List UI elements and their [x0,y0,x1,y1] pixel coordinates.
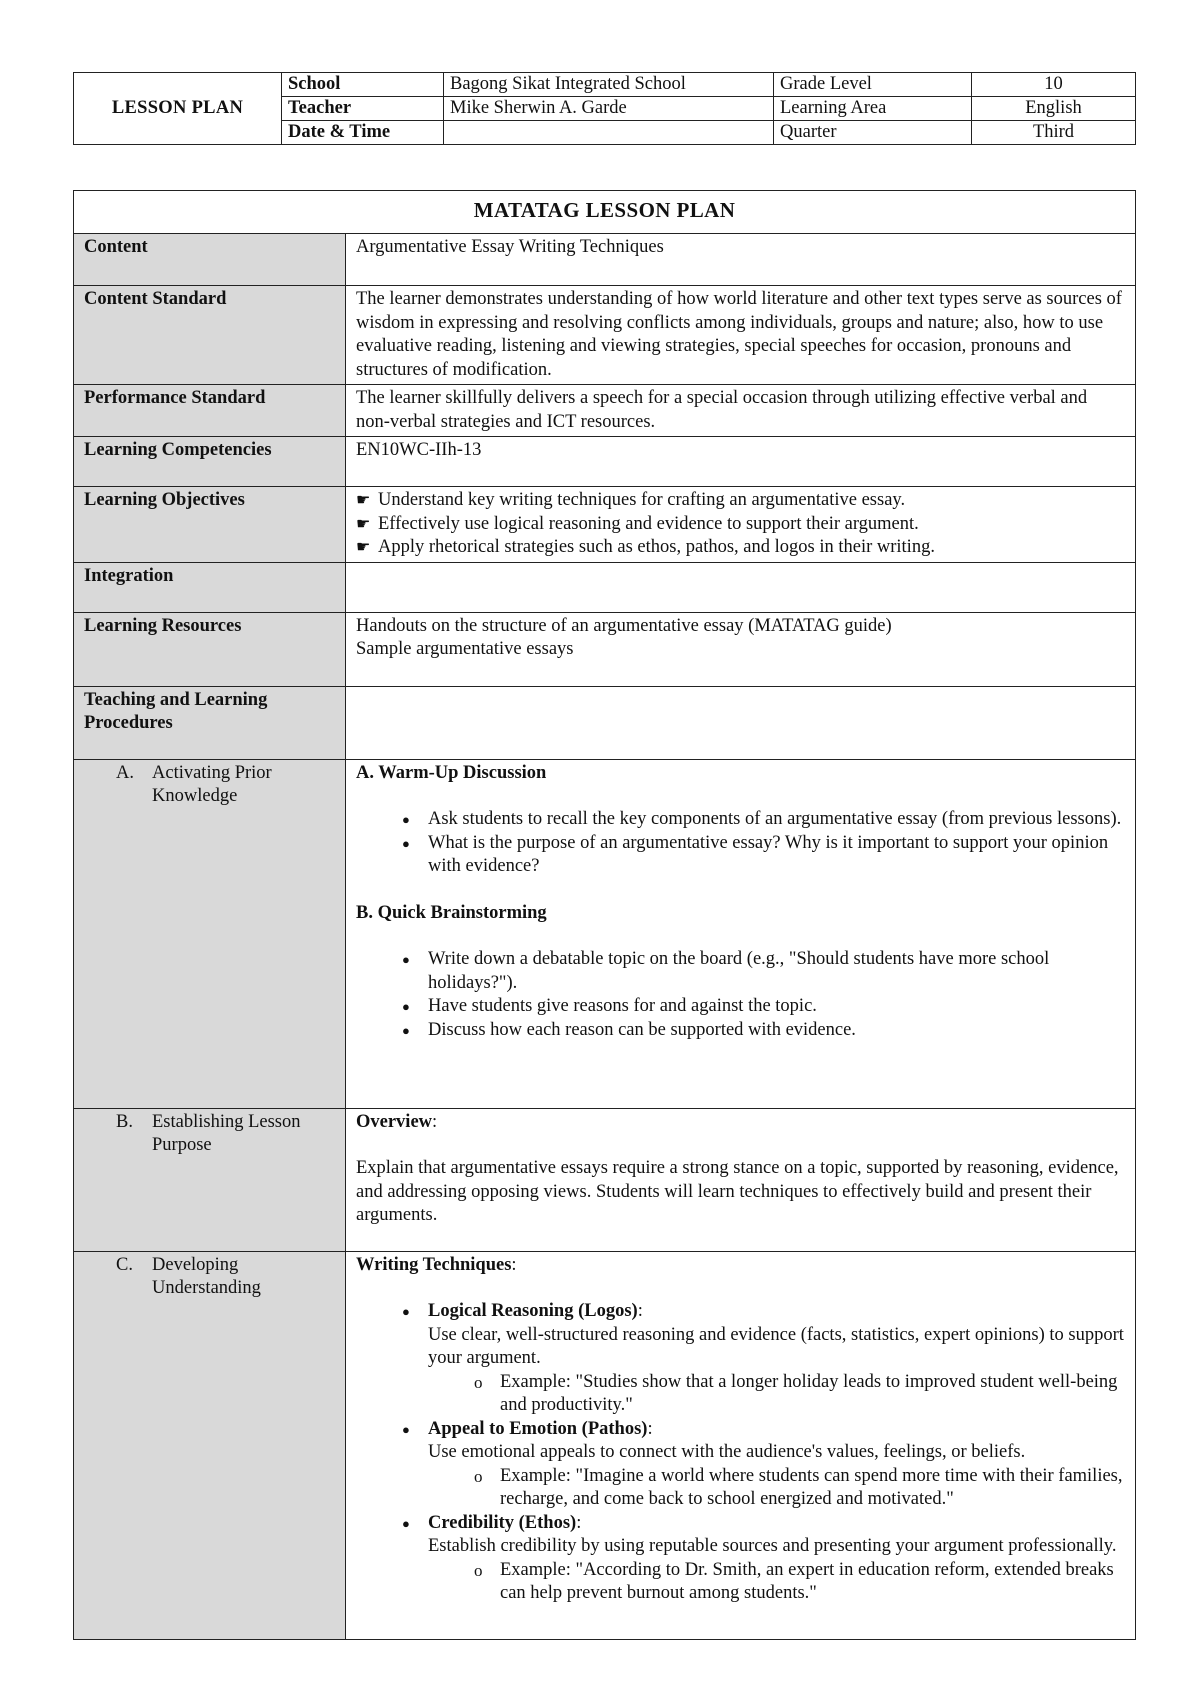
list-item: ● Discuss how each reason can be supported with evidence. [402,1019,1125,1043]
activating-letter: A. [116,762,134,783]
procedures-value [346,686,1136,759]
school-label: School [282,73,444,97]
learning-competencies-value: EN10WC-IIh-13 [346,437,1136,487]
procedures-label: Teaching and Learning Procedures [74,686,346,759]
warm-up-list [356,808,1125,879]
writing-techniques-heading: Writing Techniques: [356,1254,517,1275]
list-item: ● What is the purpose of an argumentative essay? Why is it important to support your opinion with evidence? [402,832,1125,879]
objective-item: ☛ Apply rhetorical strategies such as ethos, pathos, and logos in their writing. [356,536,1125,560]
techniques-list [356,1300,1125,1606]
learning-competencies-row [74,437,1136,487]
learning-resources-row [74,612,1136,686]
learning-objectives-label: Learning Objectives [74,487,346,563]
technique-item: ● Logical Reasoning (Logos): Use clear, well-structured reasoning and evidence (facts, statistics, expert opinions) to support your argument. o Example: "Studies show that a longer holiday leads to improved student well-being and productivity." [402,1300,1125,1418]
developing-understanding-row [74,1251,1136,1639]
overview-heading: Overview: [356,1111,438,1132]
learning-competencies-label: Learning Competencies [74,437,346,487]
content-standard-row [74,286,1136,385]
objective-item: ☛ Effectively use logical reasoning and evidence to support their argument. [356,513,1125,537]
technique-desc: Use emotional appeals to connect with the audience's values, feelings, or beliefs. [428,1442,1026,1462]
performance-standard-value: The learner skillfully delivers a speech for a special occasion through utilizing effective verbal and non-verbal strategies and ICT resources. [346,385,1136,437]
resource-item: Sample argumentative essays [356,639,574,659]
establishing-lesson-purpose-row [74,1108,1136,1251]
activating-text: Activating Prior Knowledge [152,762,272,806]
example-list [428,1559,1125,1606]
content-row [74,234,1136,286]
learning-area-value: English [972,97,1136,121]
grade-level-value: 10 [972,73,1136,97]
date-time-label: Date & Time [282,121,444,145]
resource-item: Handouts on the structure of an argumentative essay (MATATAG guide) [356,615,892,636]
quarter-value: Third [972,121,1136,145]
objective-item: ☛ Understand key writing techniques for crafting an argumentative essay. [356,489,1125,513]
pointing-hand-icon: ☛ [356,539,371,556]
quarter-label: Quarter [774,121,972,145]
technique-desc: Establish credibility by using reputable sources and presenting your argument professionally. [428,1536,1117,1556]
title-row [74,191,1136,234]
technique-name: Logical Reasoning (Logos) [428,1301,638,1321]
procedures-row [74,686,1136,759]
establishing-label [74,1108,346,1251]
developing-letter: C. [116,1254,133,1275]
activating-content [346,759,1136,1108]
list-item: ● Ask students to recall the key components of an argumentative essay (from previous lessons). [402,808,1125,832]
content-standard-label: Content Standard [74,286,346,385]
example-item: o Example: "Imagine a world where students can spend more time with their families, recharge, and come back to school energized and motivated." [474,1465,1125,1512]
list-item: ● Write down a debatable topic on the board (e.g., "Should students have more school holidays?"). [402,948,1125,995]
activating-prior-knowledge-row [74,759,1136,1108]
content-label: Content [74,234,346,286]
header-row-school [74,73,1136,97]
developing-content [346,1251,1136,1639]
content-standard-value: The learner demonstrates understanding of how world literature and other text types serve as sources of wisdom in expressing and resolving conflicts among individuals, groups and nature; also, how to use evaluative reading, listening and viewing strategies, special speeches for occasion, pronouns and structures of modification. [346,286,1136,385]
brainstorming-list [356,948,1125,1042]
pointing-hand-icon: ☛ [356,515,371,533]
learning-objectives-value [346,487,1136,563]
technique-item: ● Credibility (Ethos): Establish credibility by using reputable sources and presenting your argument professionally. o Example: "According to Dr. Smith, an expert in education reform, extended breaks can help prevent burnout among students." [402,1512,1125,1606]
teacher-value: Mike Sherwin A. Garde [444,97,774,121]
school-value: Bagong Sikat Integrated School [444,73,774,97]
date-time-value [444,121,774,145]
technique-name: Appeal to Emotion (Pathos) [428,1418,648,1439]
technique-desc: Use clear, well-structured reasoning and evidence (facts, statistics, expert opinions) to support your argument. [428,1324,1124,1368]
integration-label: Integration [74,562,346,612]
integration-value [346,562,1136,612]
developing-text: Developing Understanding [152,1254,261,1298]
warm-up-heading: A. Warm-Up Discussion [356,762,547,783]
lesson-plan-label: LESSON PLAN [74,73,282,145]
activating-label [74,759,346,1108]
example-item: o Example: "Studies show that a longer holiday leads to improved student well-being and productivity." [474,1371,1125,1418]
header-table [73,72,1136,145]
example-item: o Example: "According to Dr. Smith, an expert in education reform, extended breaks can help prevent burnout among students." [474,1559,1125,1606]
grade-level-label: Grade Level [774,73,972,97]
technique-item: ● Appeal to Emotion (Pathos): Use emotional appeals to connect with the audience's values, feelings, or beliefs. o Example: "Imagine a world where students can spend more time with their families, recharge, and come back to school energized and motivated." [402,1418,1125,1512]
example-list [428,1465,1125,1512]
learning-resources-label: Learning Resources [74,612,346,686]
establishing-content [346,1108,1136,1251]
overview-text: Explain that argumentative essays require a strong stance on a topic, supported by reasoning, evidence, and addressing opposing views. Students will learn techniques to effectively build and present their arguments. [356,1158,1119,1225]
performance-standard-row [74,385,1136,437]
performance-standard-label: Performance Standard [74,385,346,437]
learning-resources-value [346,612,1136,686]
matatag-lesson-plan-table [73,190,1136,1640]
brainstorming-heading: B. Quick Brainstorming [356,902,547,923]
learning-area-label: Learning Area [774,97,972,121]
establishing-text: Establishing Lesson Purpose [152,1111,301,1155]
developing-label [74,1251,346,1639]
technique-name: Credibility (Ethos) [428,1512,577,1533]
learning-objectives-row [74,487,1136,563]
teacher-label: Teacher [282,97,444,121]
example-list [428,1371,1125,1418]
list-item: ● Have students give reasons for and against the topic. [402,995,1125,1019]
integration-row [74,562,1136,612]
content-value: Argumentative Essay Writing Techniques [346,234,1136,286]
establishing-letter: B. [116,1111,133,1132]
pointing-hand-icon: ☛ [356,492,371,509]
table-title: MATATAG LESSON PLAN [74,191,1136,234]
